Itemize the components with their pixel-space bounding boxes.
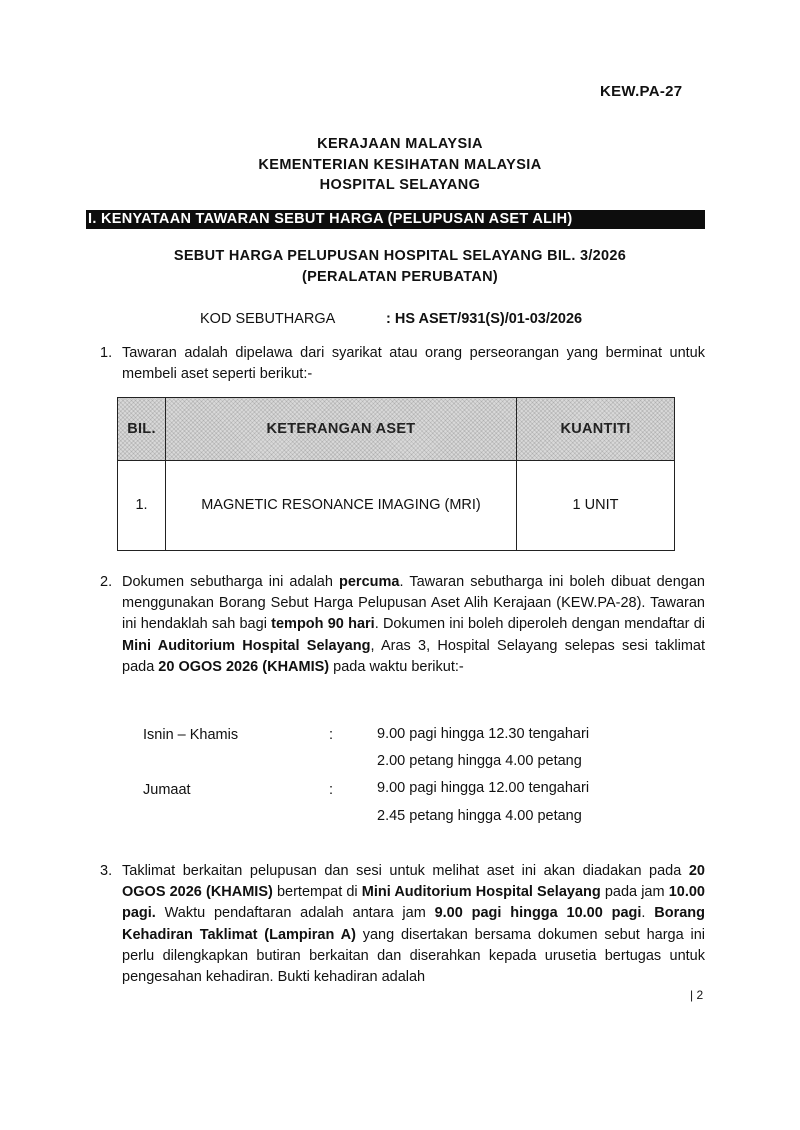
asset-table — [117, 397, 675, 551]
header-keterangan: KETERANGAN ASET — [166, 398, 517, 461]
para1-text: Tawaran adalah dipelawa dari syarikat atau orang perseorangan yang berminat untuk membeli aset seperti berikut:- — [122, 345, 705, 383]
cell-bil: 1. — [118, 461, 166, 551]
schedule-day-1: Isnin – Khamis — [143, 727, 239, 743]
schedule-sep-2: : — [329, 782, 334, 798]
para3-number: 3. — [100, 863, 113, 879]
kod-label: KOD SEBUTHARGA — [200, 311, 336, 327]
header-line-1: KERAJAAN MALAYSIA — [317, 136, 483, 152]
kod-value: : HS ASET/931(S)/01-03/2026 — [386, 311, 583, 327]
para3-text: Taklimat berkaitan pelupusan dan sesi untuk melihat aset ini akan diadakan pada 20 OGOS 2026 (KHAMIS) bertempat di Mini Auditorium Hospital Selayang pada jam 10.00 pagi. Waktu pendaftaran adalah antara jam 9.00 pagi hingga 10.00 pagi. Borang Kehadiran Taklimat (Lampiran A) yang disertakan bersama dokumen sebut harga ini perlu dilengkapkan butiran berkaitan dan diserahkan kepada urusetia bertugas untuk pengesahan kehadiran. Bukti kehadiran adalah — [122, 863, 705, 986]
schedule-day-2: Jumaat — [143, 782, 191, 798]
header-bil: BIL. — [118, 398, 166, 461]
schedule-time-2a: 9.00 pagi hingga 12.00 tengahari — [377, 780, 590, 796]
schedule-time-1a: 9.00 pagi hingga 12.30 tengahari — [377, 726, 590, 742]
schedule-sep-1: : — [329, 727, 334, 743]
para1-number: 1. — [100, 345, 113, 361]
subtitle-line-2: (PERALATAN PERUBATAN) — [301, 269, 499, 285]
table-header-row — [118, 398, 675, 461]
para2-text: Dokumen sebutharga ini adalah percuma. Tawaran sebutharga ini boleh dibuat dengan menggunakan Borang Sebut Harga Pelupusan Aset Alih Kerajaan (KEW.PA-28). Tawaran ini hendaklah sah bagi tempoh 90 hari. Dokumen ini boleh diperoleh dengan mendaftar di Mini Auditorium Hospital Selayang, Aras 3, Hospital Selayang selepas sesi taklimat pada 20 OGOS 2026 (KHAMIS) pada waktu berikut:- — [122, 574, 706, 675]
header-line-2: KEMENTERIAN KESIHATAN MALAYSIA — [258, 157, 542, 173]
cell-kuantiti: 1 UNIT — [517, 461, 675, 551]
form-code: KEW.PA-27 — [600, 83, 683, 100]
schedule-time-1b: 2.00 petang hingga 4.00 petang — [377, 753, 582, 769]
subtitle-line-1: SEBUT HARGA PELUPUSAN HOSPITAL SELAYANG BIL. 3/2026 — [173, 248, 627, 264]
para2-number: 2. — [100, 574, 113, 590]
section-title-bar: I. KENYATAAN TAWARAN SEBUT HARGA (PELUPUSAN ASET ALIH) — [86, 210, 705, 229]
page-number: | 2 — [690, 988, 704, 1002]
header-line-3: HOSPITAL SELAYANG — [319, 177, 481, 193]
schedule-time-2b: 2.45 petang hingga 4.00 petang — [377, 808, 582, 824]
cell-keterangan: MAGNETIC RESONANCE IMAGING (MRI) — [166, 461, 517, 551]
header-kuantiti: KUANTITI — [517, 398, 675, 461]
table-row — [118, 461, 675, 551]
